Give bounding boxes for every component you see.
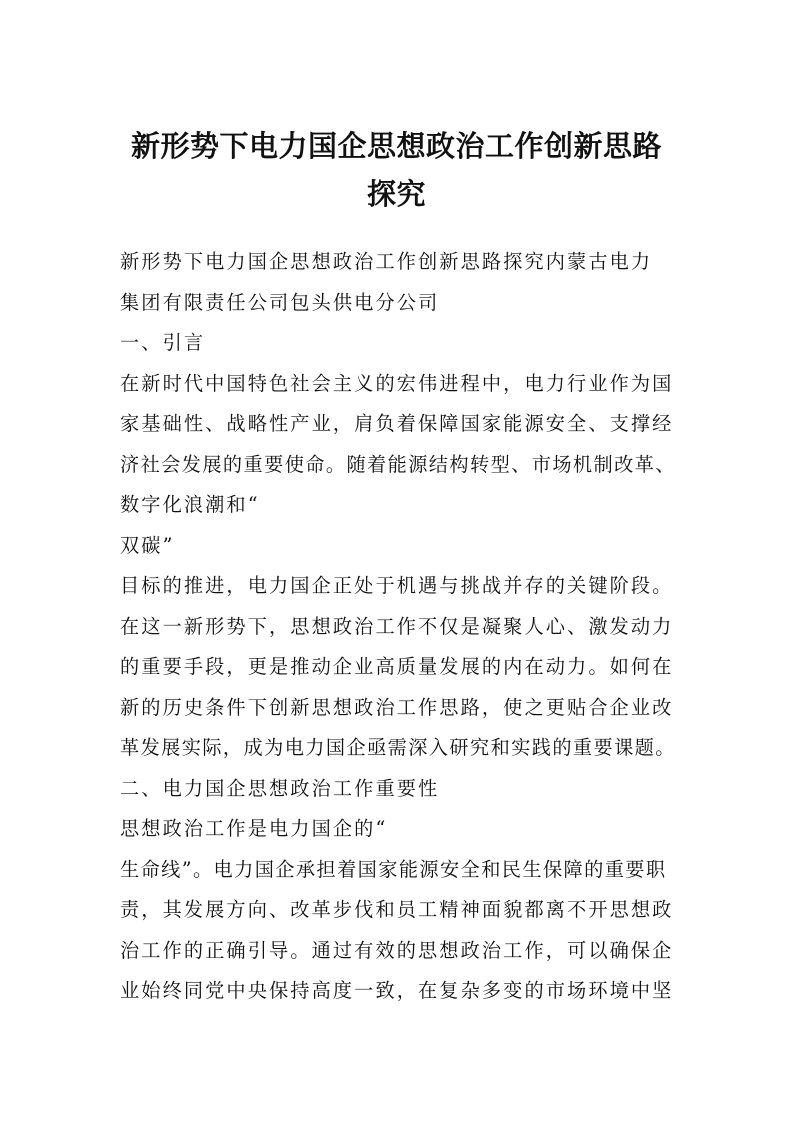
body-line: 新形势下电力国企思想政治工作创新思路探究内蒙古电力 bbox=[120, 250, 653, 273]
body-line: 责，其发展方向、改革步伐和员工精神面貌都离不开思想政 bbox=[120, 898, 674, 921]
body-line: 生命线”。电力国企承担着国家能源安全和民生保障的重要职 bbox=[120, 857, 667, 881]
body-line: 思想政治工作是电力国企的“ bbox=[120, 817, 388, 840]
body-line: 在这一新形势下，思想政治工作不仅是凝聚人心、激发动力 bbox=[120, 614, 674, 638]
section-heading-importance: 二、电力国企思想政治工作重要性 bbox=[120, 776, 440, 800]
body-line: 济社会发展的重要使命。随着能源结构转型、市场机制改革、 bbox=[120, 452, 676, 476]
body-line: 双碳” bbox=[120, 533, 175, 557]
body-line: 数字化浪潮和“ bbox=[120, 493, 260, 516]
document-title-line-2: 探究 bbox=[366, 177, 426, 211]
body-line: 治工作的正确引导。通过有效的思想政治工作，可以确保企 bbox=[120, 938, 674, 962]
body-line: 家基础性、战略性产业，肩负着保障国家能源安全、支撑经 bbox=[120, 412, 674, 435]
document-title-line-1: 新形势下电力国企思想政治工作创新思路 bbox=[130, 129, 662, 163]
section-heading-introduction: 一、引言 bbox=[120, 331, 206, 354]
body-line: 目标的推进，电力国企正处于机遇与挑战并存的关键阶段。 bbox=[120, 574, 674, 597]
body-line: 集团有限责任公司包头供电分公司 bbox=[120, 290, 440, 314]
body-line: 业始终同党中央保持高度一致，在复杂多变的市场环境中坚 bbox=[120, 979, 674, 1002]
body-line: 革发展实际，成为电力国企亟需深入研究和实践的重要课题。 bbox=[120, 736, 676, 759]
body-line: 新的历史条件下创新思想政治工作思路，使之更贴合企业改 bbox=[120, 695, 674, 719]
body-line: 的重要手段，更是推动企业高质量发展的内在动力。如何在 bbox=[120, 655, 674, 678]
document-body bbox=[120, 242, 692, 1012]
body-line: 在新时代中国特色社会主义的宏伟进程中，电力行业作为国 bbox=[120, 371, 674, 395]
